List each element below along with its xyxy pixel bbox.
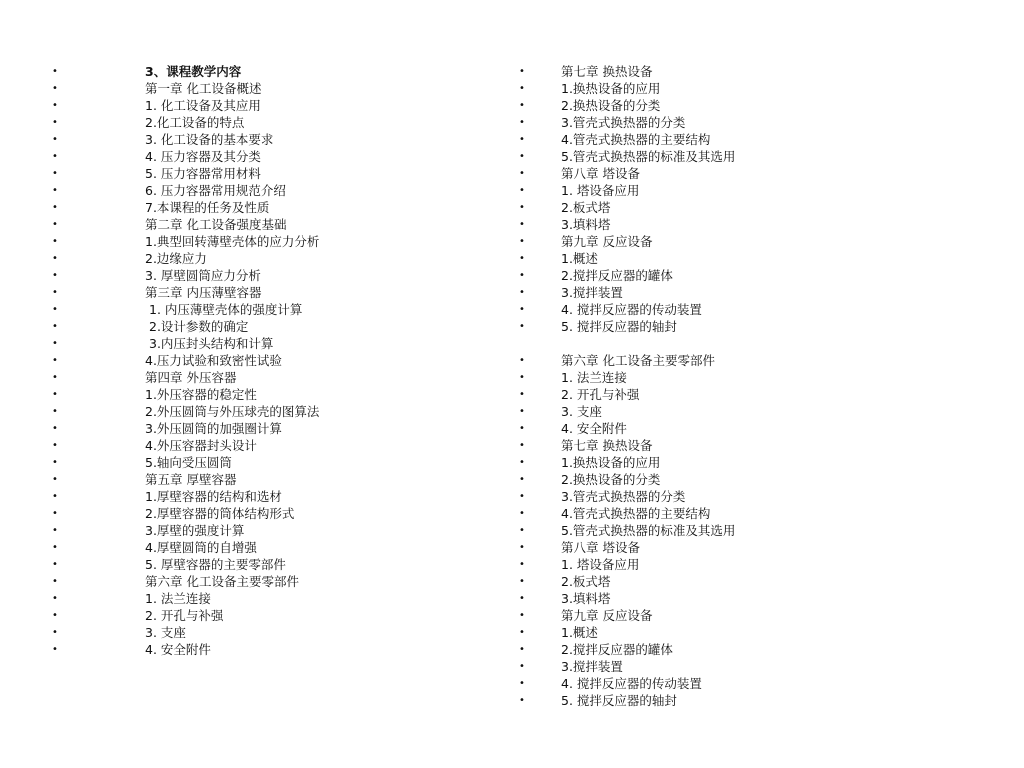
bullet-icon: • (519, 559, 525, 570)
bullet-icon: • (519, 610, 525, 621)
list-item-text: 1.换热设备的应用 (561, 455, 661, 470)
bullet-icon: • (519, 593, 525, 604)
list-item-text: 2.边缘应力 (145, 251, 207, 266)
list-item-text: 1.厚壁容器的结构和选材 (145, 489, 282, 504)
bullet-icon: • (519, 423, 525, 434)
bullet-icon: • (519, 321, 525, 332)
list-item-text: 2.外压圆筒与外压球壳的图算法 (145, 404, 320, 419)
bullet-icon: • (52, 355, 58, 366)
bullet-icon: • (52, 83, 58, 94)
bullet-icon: • (52, 287, 58, 298)
list-item-text: 2.设计参数的确定 (149, 319, 249, 334)
bullet-icon: • (52, 525, 58, 536)
bullet-icon: • (519, 287, 525, 298)
list-item-text: 第八章 塔设备 (561, 540, 640, 555)
bullet-icon: • (52, 610, 58, 621)
list-item-text: 3.填料塔 (561, 591, 611, 606)
list-item-text: 1.换热设备的应用 (561, 81, 661, 96)
list-item-text: 1.概述 (561, 625, 598, 640)
list-item-text: 1. 法兰连接 (145, 591, 211, 606)
bullet-icon: • (52, 100, 58, 111)
list-item-text: 1. 塔设备应用 (561, 183, 640, 198)
bullet-icon: • (519, 678, 525, 689)
bullet-icon: • (52, 66, 58, 77)
list-item-text: 1. 法兰连接 (561, 370, 627, 385)
list-item-text: 4.管壳式换热器的主要结构 (561, 132, 711, 147)
bullet-icon: • (519, 576, 525, 587)
list-item-text: 4. 搅拌反应器的传动装置 (561, 676, 702, 691)
bullet-icon: • (519, 372, 525, 383)
bullet-icon: • (519, 304, 525, 315)
bullet-icon: • (519, 151, 525, 162)
bullet-icon: • (519, 355, 525, 366)
list-item-text: 7.本课程的任务及性质 (145, 200, 270, 215)
list-item-text: 第六章 化工设备主要零部件 (561, 353, 715, 368)
list-item-text: 3. 厚壁圆筒应力分析 (145, 268, 261, 283)
list-item-text: 5. 厚壁容器的主要零部件 (145, 557, 286, 572)
bullet-icon: • (519, 236, 525, 247)
bullet-icon: • (519, 644, 525, 655)
list-item-text: 第四章 外压容器 (145, 370, 237, 385)
bullet-icon: • (519, 695, 525, 706)
list-item-text: 3.外压圆筒的加强圈计算 (145, 421, 282, 436)
list-item-text: 2. 开孔与补强 (561, 387, 640, 402)
bullet-icon: • (519, 542, 525, 553)
bullet-icon: • (52, 219, 58, 230)
bullet-icon: • (52, 134, 58, 145)
list-item-text: 2.厚壁容器的筒体结构形式 (145, 506, 295, 521)
bullet-icon: • (52, 338, 58, 349)
list-item-text: 2.换热设备的分类 (561, 98, 661, 113)
bullet-icon: • (52, 372, 58, 383)
bullet-icon: • (519, 491, 525, 502)
list-item-text: 5.管壳式换热器的标准及其选用 (561, 523, 736, 538)
list-item-text: 4. 压力容器及其分类 (145, 149, 261, 164)
bullet-icon: • (52, 406, 58, 417)
bullet-icon: • (52, 576, 58, 587)
list-item-text: 2.板式塔 (561, 574, 611, 589)
bullet-icon: • (519, 66, 525, 77)
list-item-text: 第七章 换热设备 (561, 64, 653, 79)
bullet-icon: • (519, 389, 525, 400)
bullet-icon: • (519, 168, 525, 179)
bullet-icon: • (52, 593, 58, 604)
bullet-icon: • (52, 423, 58, 434)
list-item-text: 第一章 化工设备概述 (145, 81, 262, 96)
bullet-icon: • (519, 117, 525, 128)
section-heading: 3、课程教学内容 (145, 64, 242, 79)
bullet-icon: • (52, 321, 58, 332)
bullet-icon: • (519, 627, 525, 638)
list-item-text: 第二章 化工设备强度基础 (145, 217, 287, 232)
bullet-icon: • (519, 185, 525, 196)
list-item-text: 5.轴向受压圆筒 (145, 455, 232, 470)
list-item-text: 1.概述 (561, 251, 598, 266)
list-item-text: 2.化工设备的特点 (145, 115, 245, 130)
bullet-icon: • (519, 100, 525, 111)
bullet-icon: • (52, 644, 58, 655)
bullet-icon: • (52, 542, 58, 553)
list-item-text: 3.搅拌装置 (561, 659, 623, 674)
list-item-text: 5. 搅拌反应器的轴封 (561, 319, 677, 334)
bullet-icon: • (52, 627, 58, 638)
list-item-text: 1.外压容器的稳定性 (145, 387, 257, 402)
list-item-text: 3.管壳式换热器的分类 (561, 115, 686, 130)
bullet-icon: • (52, 185, 58, 196)
list-item-text: 5. 压力容器常用材料 (145, 166, 261, 181)
bullet-icon: • (519, 270, 525, 281)
bullet-icon: • (519, 525, 525, 536)
list-item-text: 2.搅拌反应器的罐体 (561, 642, 673, 657)
list-item-text: 4. 安全附件 (145, 642, 211, 657)
list-item-text: 1. 化工设备及其应用 (145, 98, 261, 113)
list-item-text: 3. 化工设备的基本要求 (145, 132, 274, 147)
bullet-icon: • (52, 474, 58, 485)
bullet-icon: • (52, 151, 58, 162)
list-item-text: 第七章 换热设备 (561, 438, 653, 453)
list-item-text: 第九章 反应设备 (561, 608, 653, 623)
bullet-icon: • (52, 270, 58, 281)
list-item-text: 3. 支座 (561, 404, 602, 419)
bullet-icon: • (52, 440, 58, 451)
bullet-icon: • (519, 457, 525, 468)
list-item-text: 6. 压力容器常用规范介绍 (145, 183, 286, 198)
bullet-icon: • (519, 474, 525, 485)
bullet-icon: • (519, 202, 525, 213)
list-item-text: 1. 塔设备应用 (561, 557, 640, 572)
bullet-icon: • (52, 236, 58, 247)
list-item-text: 第三章 内压薄壁容器 (145, 285, 262, 300)
bullet-icon: • (52, 304, 58, 315)
list-item-text: 5. 搅拌反应器的轴封 (561, 693, 677, 708)
list-item-text: 4.压力试验和致密性试验 (145, 353, 282, 368)
bullet-icon: • (519, 440, 525, 451)
bullet-icon: • (52, 491, 58, 502)
list-item-text: 3. 支座 (145, 625, 186, 640)
list-item-text: 4. 搅拌反应器的传动装置 (561, 302, 702, 317)
list-item-text: 4. 安全附件 (561, 421, 627, 436)
bullet-icon: • (519, 508, 525, 519)
bullet-icon: • (52, 508, 58, 519)
bullet-icon: • (52, 202, 58, 213)
list-item-text: 3.管壳式换热器的分类 (561, 489, 686, 504)
bullet-icon: • (519, 406, 525, 417)
list-item-text: 4.厚壁圆筒的自增强 (145, 540, 257, 555)
list-item-text: 2.换热设备的分类 (561, 472, 661, 487)
list-item-text: 2.板式塔 (561, 200, 611, 215)
bullet-icon: • (519, 253, 525, 264)
list-item-text: 第六章 化工设备主要零部件 (145, 574, 299, 589)
list-item-text: 1. 内压薄壁壳体的强度计算 (149, 302, 303, 317)
bullet-icon: • (519, 661, 525, 672)
list-item-text: 3.搅拌装置 (561, 285, 623, 300)
bullet-icon: • (52, 117, 58, 128)
list-item-text: 第九章 反应设备 (561, 234, 653, 249)
list-item-text: 3.内压封头结构和计算 (149, 336, 274, 351)
list-item-text: 2. 开孔与补强 (145, 608, 224, 623)
bullet-icon: • (519, 83, 525, 94)
bullet-icon: • (52, 168, 58, 179)
list-item-text: 4.管壳式换热器的主要结构 (561, 506, 711, 521)
bullet-icon: • (52, 253, 58, 264)
list-item-text: 第五章 厚壁容器 (145, 472, 237, 487)
list-item-text: 3.填料塔 (561, 217, 611, 232)
list-item-text: 3.厚壁的强度计算 (145, 523, 245, 538)
list-item-text: 5.管壳式换热器的标准及其选用 (561, 149, 736, 164)
list-item-text: 第八章 塔设备 (561, 166, 640, 181)
list-item-text: 2.搅拌反应器的罐体 (561, 268, 673, 283)
list-item-text: 1.典型回转薄壁壳体的应力分析 (145, 234, 320, 249)
list-item-text: 4.外压容器封头设计 (145, 438, 257, 453)
bullet-icon: • (52, 389, 58, 400)
bullet-icon: • (52, 457, 58, 468)
bullet-icon: • (519, 134, 525, 145)
bullet-icon: • (519, 219, 525, 230)
bullet-icon: • (52, 559, 58, 570)
